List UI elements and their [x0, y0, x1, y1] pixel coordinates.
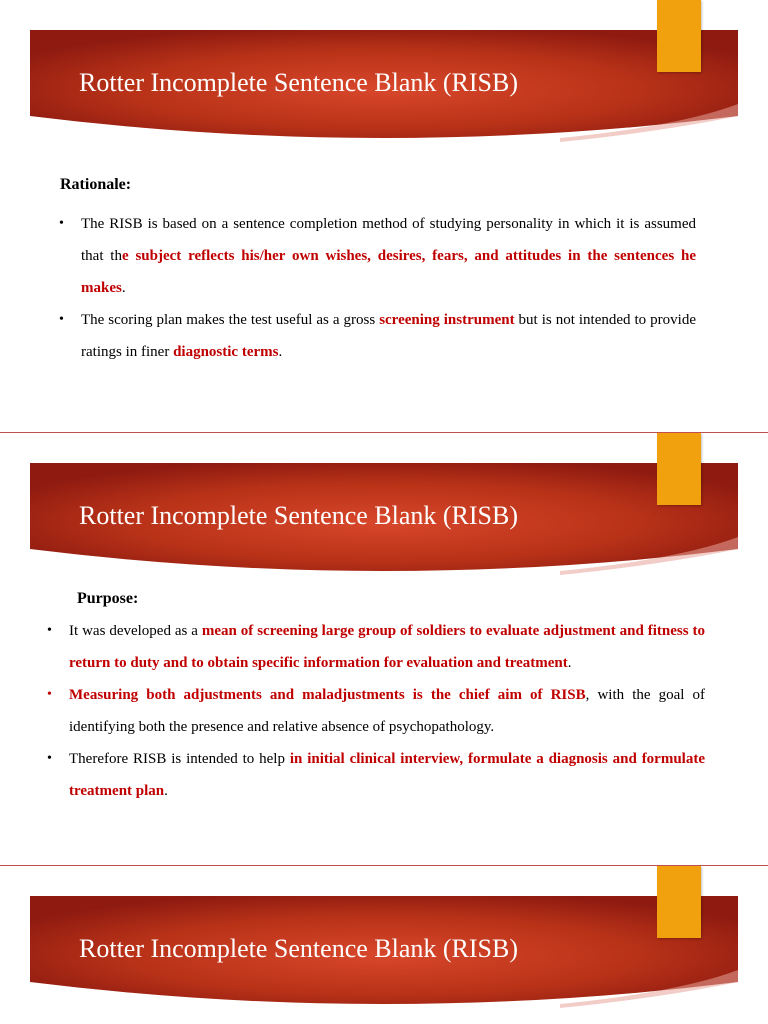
- orange-tab: [657, 0, 701, 72]
- orange-tab: [657, 866, 701, 938]
- bullet-highlight: screening instrument: [379, 312, 515, 328]
- slide-title: Rotter Incomplete Sentence Blank (RISB): [79, 934, 519, 963]
- bullet-dot: •: [59, 216, 64, 231]
- slide-2: [0, 433, 768, 865]
- bullet-highlight: e subject reflects his/her own wishes, desires, fears, and attitudes in the sentences he makes: [81, 248, 696, 296]
- bullet-text: .: [121, 280, 126, 296]
- bullet-text: , with the goal of identifying both the presence and relative absence of psychopathology.: [69, 687, 705, 735]
- bullet-highlight: Measuring both adjustments and maladjustments is the chief aim of RISB: [69, 687, 586, 703]
- bullet-text: but is not intended to provide ratings in finer: [81, 312, 696, 360]
- bullet-highlight: in initial clinical interview, formulate a diagnosis and formulate treatment plan: [69, 751, 706, 799]
- bullet-dot: •: [47, 751, 52, 766]
- section-heading: Rationale:: [60, 176, 132, 193]
- slide-1: [0, 0, 768, 432]
- section-heading: Purpose:: [77, 590, 139, 607]
- title-banner: [0, 433, 768, 593]
- bullet-text: It was developed as a: [69, 623, 202, 639]
- bullet-highlight: mean of screening large group of soldiers to evaluate adjustment and fitness to return to duty and to obtain specific information for evaluation and treatment: [69, 623, 705, 671]
- bullet-item: [59, 304, 696, 368]
- bullet-text: .: [567, 655, 572, 671]
- bullet-list: [47, 615, 706, 807]
- bullet-text: The RISB is based on a sentence completion method of studying personality in which it is assumed that th: [81, 216, 696, 264]
- bullet-list: [59, 208, 696, 368]
- bullet-item: [47, 679, 705, 743]
- bullet-dot: •: [47, 687, 52, 702]
- slide-3: [0, 866, 768, 1024]
- orange-tab: [657, 433, 701, 505]
- slide-title: Rotter Incomplete Sentence Blank (RISB): [79, 68, 519, 97]
- bullet-dot: •: [47, 623, 52, 638]
- bullet-item: [47, 743, 706, 807]
- bullet-item: [47, 615, 705, 679]
- bullet-text: Therefore RISB is intended to help: [69, 751, 290, 767]
- title-banner: [0, 0, 768, 160]
- bullet-text: .: [164, 783, 168, 799]
- slide-title: Rotter Incomplete Sentence Blank (RISB): [79, 501, 519, 530]
- bullet-item: [59, 208, 696, 304]
- bullet-text: The scoring plan makes the test useful as a gross: [81, 312, 380, 328]
- title-banner: [0, 866, 768, 1024]
- bullet-dot: •: [59, 312, 64, 327]
- bullet-text: .: [278, 344, 283, 360]
- bullet-highlight: diagnostic terms: [173, 344, 279, 360]
